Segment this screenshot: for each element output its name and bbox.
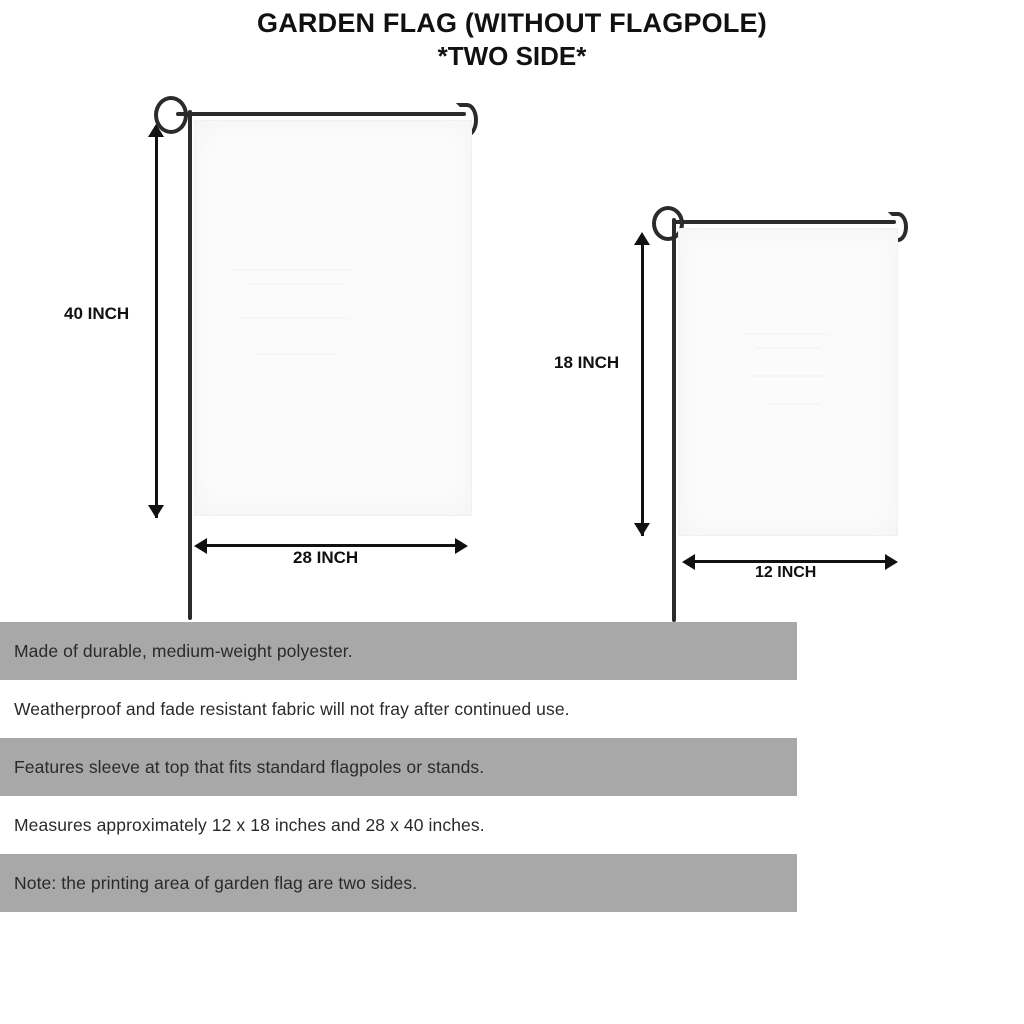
list-item [0,796,797,854]
feature-text: Made of durable, medium-weight polyester. [14,640,353,661]
large-flag-cloth [194,120,472,516]
feature-text: Weatherproof and fade resistant fabric will not fray after continued use. [14,698,570,719]
title-line-2: *TWO SIDE* [437,41,587,71]
list-item [0,680,797,738]
large-flag-width-dim-line [200,544,464,547]
title-line-1: GARDEN FLAG (WITHOUT FLAGPOLE) [257,8,767,38]
small-flag-pole-arm [672,220,896,224]
large-flag-width-label: 28 INCH [293,548,359,567]
small-flag-width-dim-line [688,560,893,563]
small-flag-height-dim-line [641,236,644,536]
large-flag-pole-rod [188,110,192,620]
list-item [0,622,797,680]
large-flag-height-arrow-bottom [148,505,164,518]
large-flag-height-label: 40 INCH [64,304,130,323]
large-flag-height-arrow-top [148,124,164,137]
list-item [0,738,797,796]
list-item [0,854,797,912]
feature-text: Features sleeve at top that fits standard flagpoles or stands. [14,756,485,777]
small-flag-width-arrow-right [885,554,898,570]
feature-text: Measures approximately 12 x 18 inches and 28 x 40 inches. [14,814,485,835]
large-flag-height-dim-line [155,128,158,518]
small-flag-width-arrow-left [682,554,695,570]
large-flag-width-arrow-right [455,538,468,554]
small-flag-cloth [678,228,898,536]
small-flag-height-label: 18 INCH [554,353,620,372]
small-flag-pole-rod [672,218,676,622]
large-flag-width-arrow-left [194,538,207,554]
large-flag-pole-arm [176,112,466,116]
small-flag-height-arrow-top [634,232,650,245]
page-title [0,6,1024,72]
small-flag-height-arrow-bottom [634,523,650,536]
feature-list [0,622,797,912]
feature-text: Note: the printing area of garden flag are two sides. [14,872,418,893]
small-flag-width-label: 12 INCH [755,564,817,581]
